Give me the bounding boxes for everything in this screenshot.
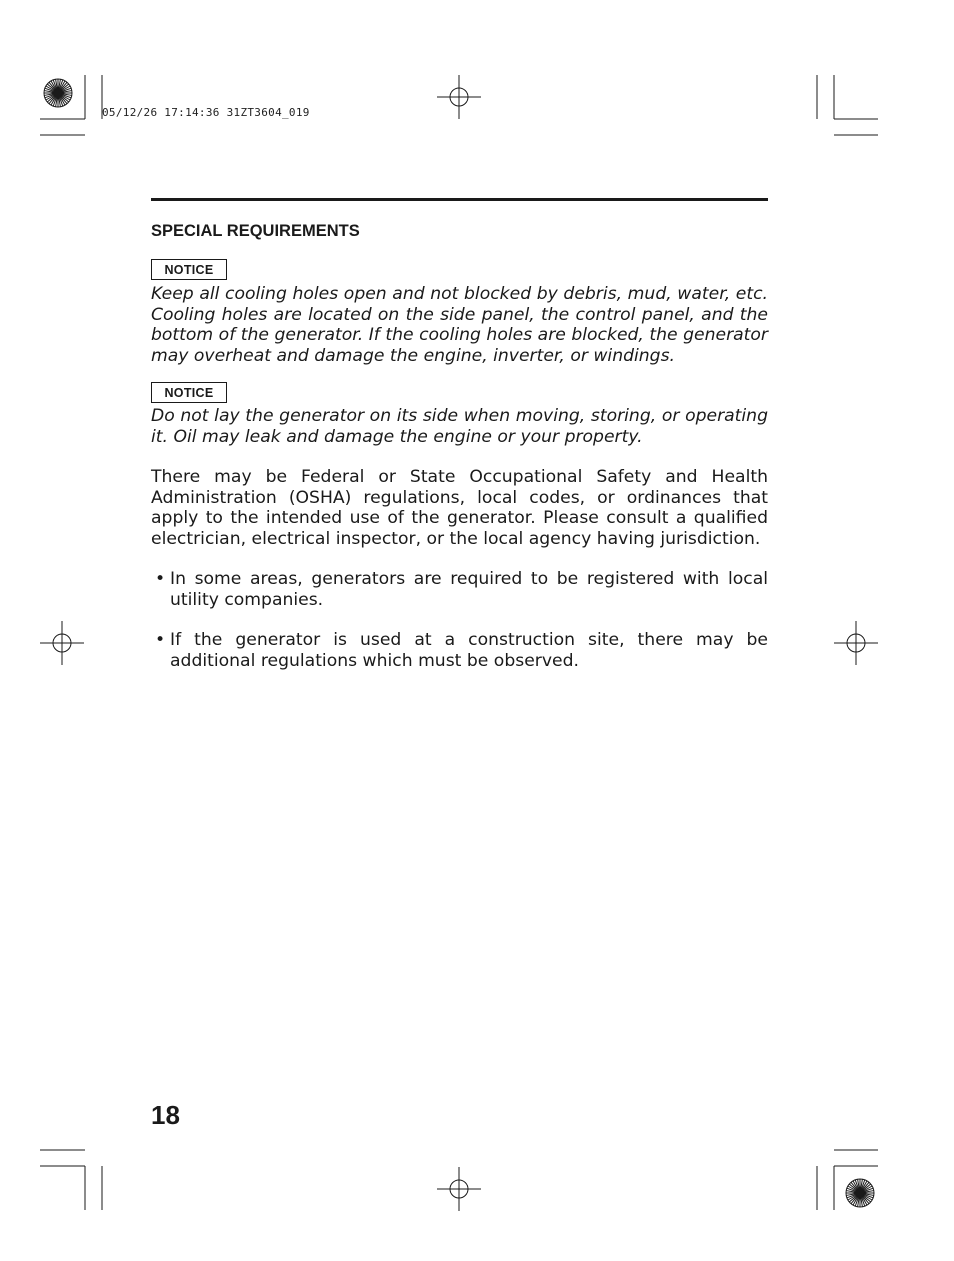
print-slug: 05/12/26 17:14:36 31ZT3604_019 [102, 106, 310, 119]
bullet-text: In some areas, generators are required to be registered with local utility companies. [170, 569, 768, 610]
notice-text-1: Keep all cooling holes open and not blocked by debris, mud, water, etc. Cooling holes are located on the side panel, the control panel, and the bottom of the generator. If the cooling holes are blocked, the generator may overheat and damage the engine, inverter, or windings. [151, 284, 768, 366]
starburst-mark-bottom-right [846, 1179, 874, 1207]
notice-label-1: NOTICE [151, 259, 227, 280]
bullet-item-2 [151, 630, 768, 671]
bullet-marker: • [155, 630, 166, 650]
page-number: 18 [151, 1100, 180, 1130]
section-rule [151, 198, 768, 201]
registration-mark-left [40, 621, 84, 665]
registration-mark-bottom [437, 1167, 481, 1211]
bullet-text: If the generator is used at a construction site, there may be additional regulations which must be observed. [170, 630, 768, 671]
registration-mark-top [437, 75, 481, 119]
bullet-item-1 [151, 569, 768, 610]
section-heading: SPECIAL REQUIREMENTS [151, 222, 360, 240]
notice-label-2: NOTICE [151, 382, 227, 403]
starburst-mark-top-left [44, 79, 72, 107]
notice-text-2: Do not lay the generator on its side when moving, storing, or operating it. Oil may leak and damage the engine or your property. [151, 406, 768, 447]
body-paragraph: There may be Federal or State Occupational Safety and Health Administration (OSHA) regulations, local codes, or ordinances that apply to the intended use of the generator. Please consult a qualified electrician, electrical inspector, or the local agency having jurisdiction. [151, 467, 768, 549]
bullet-marker: • [155, 569, 166, 589]
registration-mark-right [834, 621, 878, 665]
